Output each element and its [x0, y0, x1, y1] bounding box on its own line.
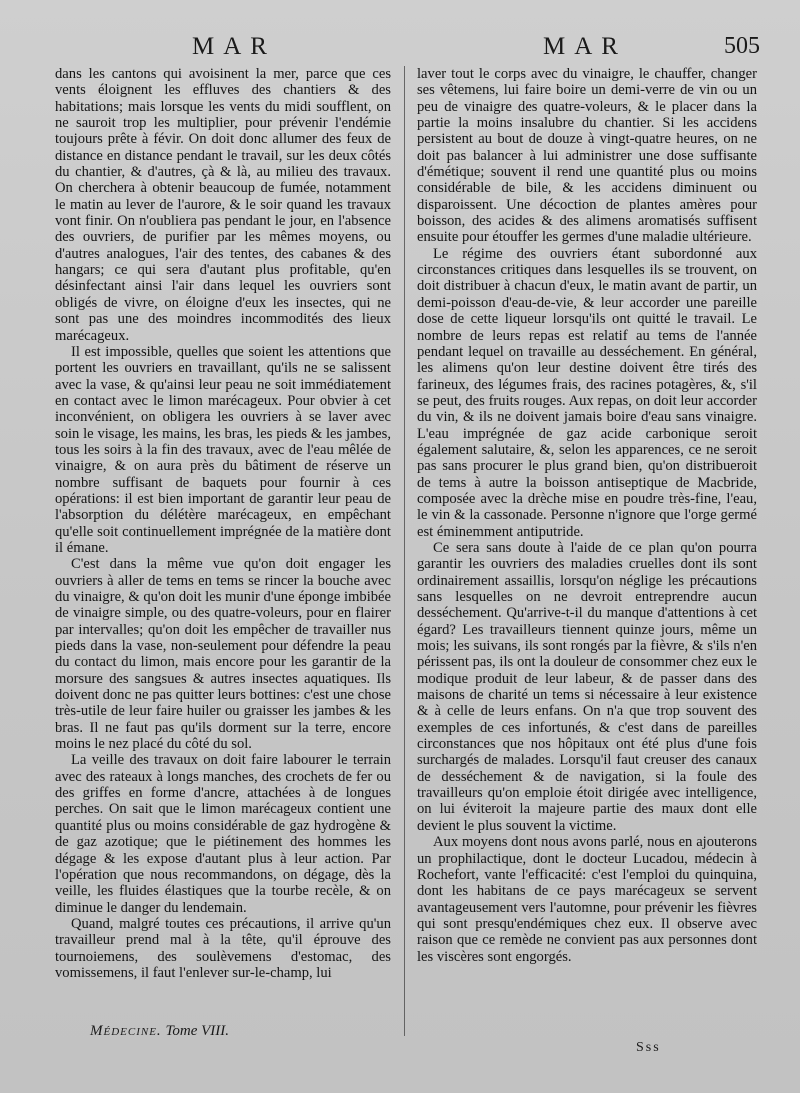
column-divider	[404, 66, 405, 1036]
paragraph: laver tout le corps avec du vinaigre, le chauffer, changer ses vêtemens, lui faire boire un demi-verre de vin ou un peu de vinaigre des quatre-voleurs, & le placer dans la partie la moins insalubre du chantier. Si les accidens persistent au bout de douze à vingt-quatre heures, on ne doit pas balancer à lui administrer une dose suffisante d'émétique; souvent il rend une quantité plus ou moins considérable de bile, & les accidens diminuent ou disparoissent. Une décoction de plantes amères pour boisson, des acides & des alimens aromatisés suffisent ensuite pour étouffer les germes d'une maladie ultérieure.	[417, 66, 757, 246]
left-column	[55, 66, 391, 981]
paragraph: dans les cantons qui avoisinent la mer, parce que ces vents éloignent les effluves des chantiers & des habitations; mais lorsque les vents du midi soufflent, on ne sauroit trop les multiplier, pour prévenir l'endémie toujours prête à févir. On doit donc allumer des feux de distance en distance pendant le travail, sur les deux côtés du chantier, & d'autres, çà & là, au milieu des travaux. On cherchera à obtenir beaucoup de fumée, notamment le matin au lever de l'aurore, & le soir quand les travaux vont finir. On n'oubliera pas pendant le jour, en l'absence des ouvriers, de purifier par les mêmes moyens, ou d'autres analogues, l'air des tentes, des cabanes & des hangars; ce qui sera d'autant plus profitable, qu'en désinfectant ainsi l'air dans lequel les ouvriers sont obligés de vivre, on éloigne d'eux les insectes, qui ne sont pas une des moindres incommodités des lieux marécageux.	[55, 66, 391, 344]
footer-title: Médecine.	[90, 1023, 162, 1039]
paragraph: Le régime des ouvriers étant subordonné aux circonstances critiques dans lesquelles ils se trouvent, on doit distribuer à chacun d'eux, le matin avant de partir, un demi-poisson d'eau-de-vie, & leur accorder une pareille dose de cette liqueur lorsqu'ils ont quitté le travail. Le nombre de leurs repas est relatif au tems de l'année pendant lequel on travaille au desséchement. En général, les alimens qu'on leur destine doivent être tirés des farineux, des légumes frais, des racines potagères, &, s'il se peut, des fruits rouges. Aux repas, on doit leur accorder du vin, & ils ne doivent jamais boire d'eau sans vinaigre. L'eau imprégnée de gaz acide carbonique seroit également salutaire, &, selon les apparences, ce ne seroit pas sans procurer le plus grand bien, qu'on distribueroit de tems à autre la boisson antiseptique de Macbride, composée avec la drèche mise en poudre très-fine, l'eau, le vin & la cassonade. Personne n'ignore que l'orge germé est éminemment antiputride.	[417, 245, 757, 540]
paragraph: La veille des travaux on doit faire labourer le terrain avec des rateaux à longs manches, des crochets de fer ou des griffes en forme d'ancre, attachées à de longues perches. On sait que le limon marécageux contient une quantité plus ou moins considérable de gaz hydrogène & de gaz azotique; que le piétinement des hommes les dégage & les expose d'autant plus à leur action. Par l'opération que nous recommandons, on dégage, dès la veille, les fluides élastiques que la tourbe recèle, & on diminue le danger du lendemain.	[55, 752, 391, 916]
paragraph: Il est impossible, quelles que soient les attentions que portent les ouvriers en travaillant, qu'ils ne se salissent avec la vase, & qu'ainsi leur peau ne soit immédiatement en contact avec le limon marécageux. Pour obvier à cet inconvénient, on obligera les ouvriers à se laver avec soin le visage, les mains, les bras, les pieds & les jambes, tous les soirs à la fin des travaux, avec de l'eau mêlée de vinaigre, & on aura près du bâtiment de réserve un nombre suffisant de baquets pour fournir à ces opérations: il est bien important de garantir leur peau de l'absorption du délétère marécageux, en empêchant qu'elle soit continuellement imprégnée de la matière dont il émane.	[55, 343, 391, 556]
footer-running-title	[90, 1023, 229, 1040]
paragraph: C'est dans la même vue qu'on doit engager les ouvriers à aller de tems en tems se rincer la bouche avec du vinaigre, & qu'on doit les munir d'une éponge imbibée de vinaigre simple, ou des quatre-voleurs, pour en flairer par intervalles; qu'on doit les empêcher de travailler nus pieds dans la vase, non-seulement pour défendre la peau du contact du limon, mais encore pour les garantir de la morsure des sangsues & autres insectes aquatiques. Ils doivent donc ne pas quitter leurs bottines: c'est une chose très-utile de leur faire huiler ou graisser les jambes & les bras. Il ne faut pas qu'ils dorment sur la terre, encore moins le nez placé du côté du sol.	[55, 556, 391, 753]
paragraph: Quand, malgré toutes ces précautions, il arrive qu'un travailleur prend mal à la tête, qu'il éprouve des tournoiemens, des soulèvemens d'estomac, des vomissemens, il faut l'enlever sur-le-champ, lui	[55, 915, 391, 981]
page-number: 505	[724, 33, 760, 59]
paragraph: Ce sera sans doute à l'aide de ce plan qu'on pourra garantir les ouvriers des maladies cruelles dont ils sont ordinairement assaillis, lorsqu'on néglige les précautions sans lesquelles on ne devroit entreprendre aucun desséchement. Qu'arrive-t-il du manque d'attentions à cet égard? Les travailleurs tiennent quinze jours, même un mois; les suivans, ils sont rongés par la fièvre, & s'ils n'en périssent pas, ils ont la douleur de consommer chez eux le modique produit de leur labeur, & de passer dans des maisons de charité un tems si nécessaire à leur existence & à celle de leurs enfans. On n'a que trop souvent des exemples de ces infortunés, & c'est dans de pareilles circonstances que nos hôpitaux ont été plus d'une fois surchargés de malades. Lorsqu'il faut creuser des canaux de desséchement & de navigation, si la foule des travailleurs qu'on emploie étoit dirigée avec intelligence, on lui éviteroit la majeure partie des maux dont elle devient le plus souvent la victime.	[417, 539, 757, 834]
running-head-right: MAR	[543, 33, 627, 60]
running-head-left: MAR	[192, 33, 276, 60]
right-column	[417, 66, 757, 965]
paragraph: Aux moyens dont nous avons parlé, nous en ajouterons un prophilactique, dont le docteur Lucadou, médecin à Rochefort, vante l'efficacité: c'est l'emploi du quinquina, dont les habitans de ce pays marécageux se servent avantageusement vers l'automne, pour prévenir les fièvres qui sont presqu'endémiques chez eux. Il observe avec raison que ce remède ne convient pas aux personnes dont les viscères sont engorgés.	[417, 834, 757, 965]
footer-volume: Tome VIII.	[165, 1023, 230, 1039]
signature-mark: Sss	[636, 1040, 661, 1055]
